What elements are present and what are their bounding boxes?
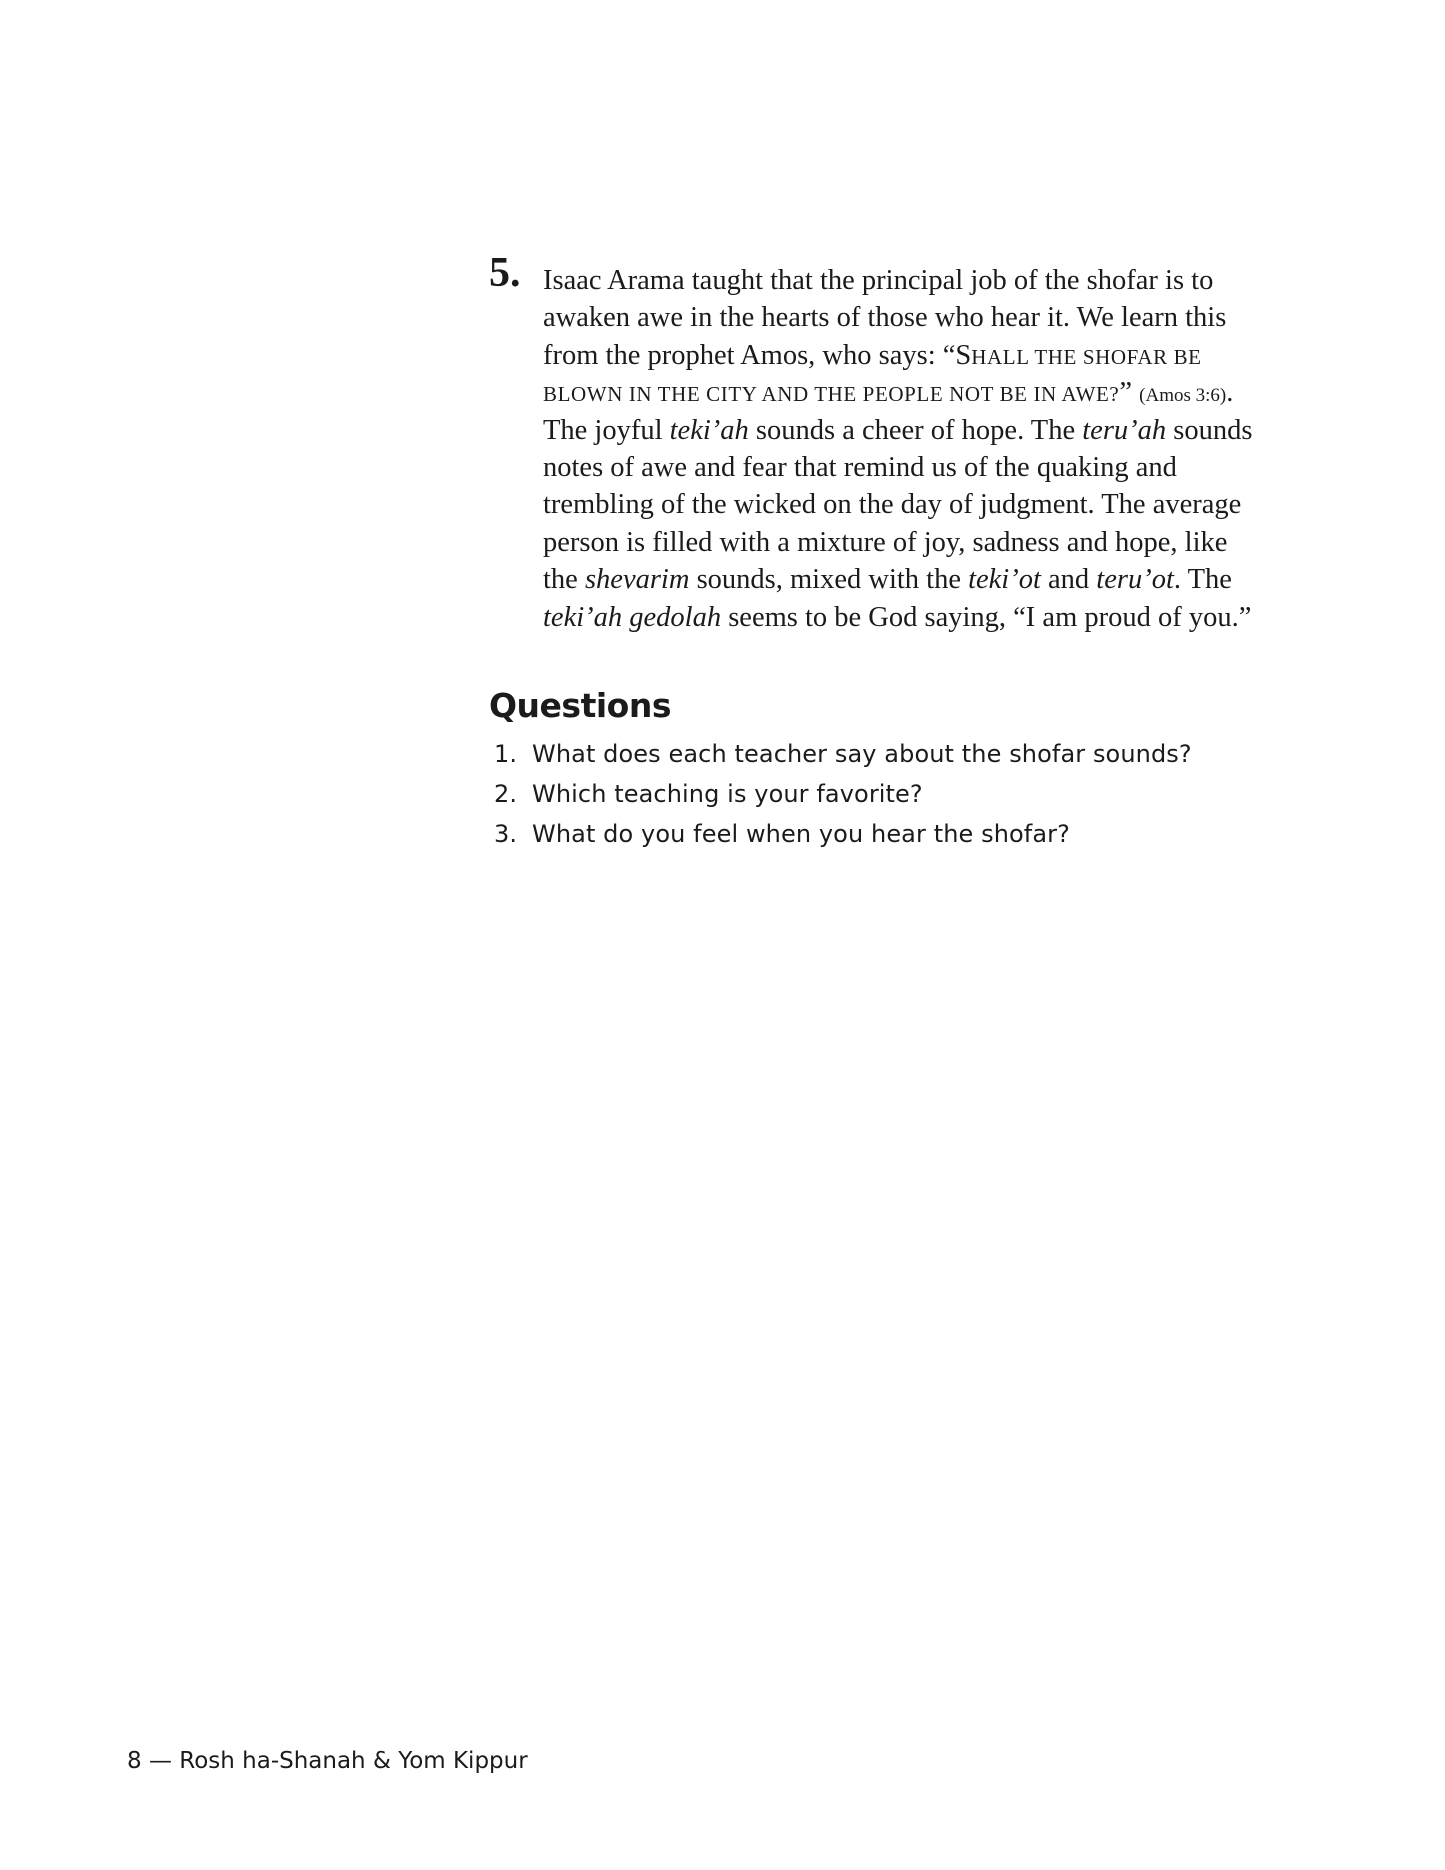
body-line bbox=[543, 486, 1333, 523]
text-run: . bbox=[1226, 377, 1234, 409]
text-run: The joyful bbox=[543, 414, 670, 446]
text-run: sounds, mixed with the bbox=[689, 564, 969, 596]
text-run: sounds bbox=[1166, 414, 1253, 446]
text-run: the bbox=[543, 564, 585, 596]
citation: (Amos 3:6) bbox=[1139, 385, 1227, 407]
question-number: 2. bbox=[494, 780, 518, 808]
body-line bbox=[543, 262, 1333, 299]
small-caps-quote: BLOWN IN THE CITY AND THE PEOPLE NOT BE IN AWE? bbox=[543, 382, 1120, 407]
question-item bbox=[494, 774, 1192, 814]
questions-heading: Questions bbox=[489, 686, 671, 725]
question-text: What does each teacher say about the shofar sounds? bbox=[532, 740, 1192, 768]
item-body-text bbox=[543, 262, 1333, 636]
question-item bbox=[494, 734, 1192, 774]
italic-term: teki’ah gedolah bbox=[543, 601, 722, 633]
question-item bbox=[494, 814, 1192, 854]
text-run: . The bbox=[1173, 564, 1232, 596]
question-number: 3. bbox=[494, 820, 518, 848]
body-line bbox=[543, 524, 1333, 561]
question-number: 1. bbox=[494, 740, 518, 768]
text-run: awaken awe in the hearts of those who hear it. We learn this bbox=[543, 302, 1227, 334]
italic-term: teru’ah bbox=[1082, 414, 1167, 446]
text-run: trembling of the wicked on the day of judgment. The average bbox=[543, 489, 1242, 521]
italic-term: teki’ah bbox=[669, 414, 749, 446]
body-line bbox=[543, 561, 1333, 598]
text-run: seems to be God saying, “I am proud of you.” bbox=[721, 601, 1252, 633]
text-run: notes of awe and fear that remind us of the quaking and bbox=[543, 451, 1177, 483]
body-line bbox=[543, 449, 1333, 486]
body-line bbox=[543, 299, 1333, 336]
body-line bbox=[543, 374, 1333, 411]
item-number: 5. bbox=[489, 250, 521, 296]
body-line bbox=[543, 412, 1333, 449]
italic-term: shevarim bbox=[584, 564, 690, 596]
text-run: and bbox=[1040, 564, 1097, 596]
small-caps-quote: HALL THE SHOFAR BE bbox=[971, 344, 1202, 369]
text-run: ” bbox=[1119, 377, 1140, 409]
body-line bbox=[543, 337, 1333, 374]
italic-term: teru’ot bbox=[1096, 564, 1174, 596]
text-run: sounds a cheer of hope. The bbox=[748, 414, 1083, 446]
italic-term: teki’ot bbox=[968, 564, 1041, 596]
body-line bbox=[543, 599, 1333, 636]
text-run: person is filled with a mixture of joy, sadness and hope, like bbox=[543, 526, 1228, 558]
questions-list bbox=[494, 734, 1192, 854]
text-run: Isaac Arama taught that the principal job of the shofar is to bbox=[543, 265, 1214, 296]
text-run: from the prophet Amos, who says: “S bbox=[543, 339, 972, 371]
question-text: What do you feel when you hear the shofar? bbox=[532, 820, 1070, 848]
question-text: Which teaching is your favorite? bbox=[532, 780, 923, 808]
page-footer: 8 — Rosh ha-Shanah & Yom Kippur bbox=[127, 1748, 528, 1774]
